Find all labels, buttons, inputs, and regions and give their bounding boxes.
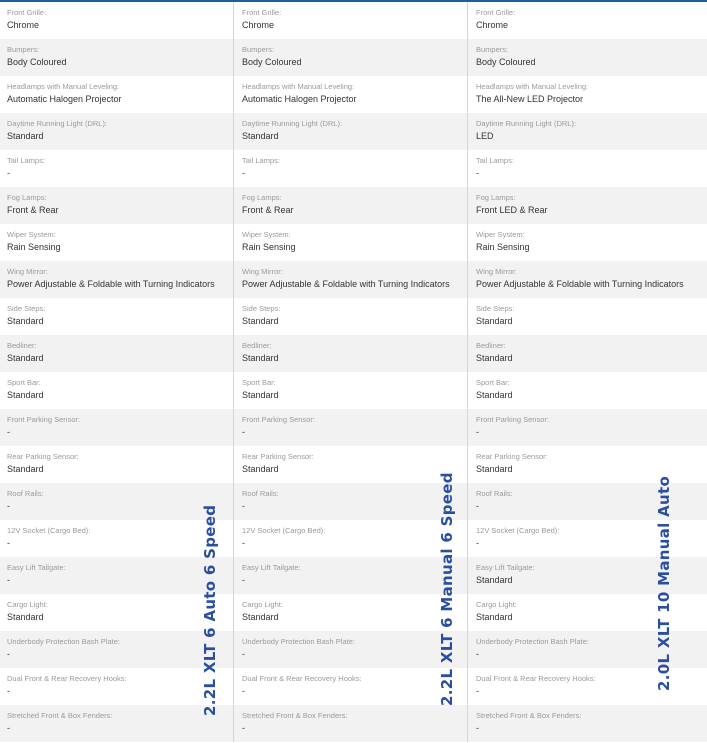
- spec-label: Easy Lift Tailgate:: [7, 563, 66, 572]
- spec-value: -: [242, 427, 245, 437]
- spec-label: Wing Mirror:: [7, 267, 48, 276]
- spec-cell: [234, 631, 468, 668]
- spec-value: Standard: [476, 353, 513, 363]
- spec-value: -: [7, 168, 10, 178]
- spec-label: Daytime Running Light (DRL):: [242, 119, 343, 128]
- spec-value: LED: [476, 131, 494, 141]
- spec-label: Stretched Front & Box Fenders:: [476, 711, 582, 720]
- spec-label: Sport Bar:: [476, 378, 510, 387]
- spec-cell: [0, 261, 234, 298]
- spec-label: 12V Socket (Cargo Bed):: [7, 526, 91, 535]
- spec-label: Rear Parking Sensor:: [476, 452, 548, 461]
- spec-value: -: [7, 649, 10, 659]
- spec-row: [0, 2, 707, 39]
- spec-cell: [0, 335, 234, 372]
- spec-cell: [0, 557, 234, 594]
- spec-cell: [0, 39, 234, 76]
- spec-cell: [234, 483, 468, 520]
- spec-label: Cargo Light:: [476, 600, 517, 609]
- spec-value: The All-New LED Projector: [476, 94, 584, 104]
- spec-cell: [0, 594, 234, 631]
- spec-label: Stretched Front & Box Fenders:: [7, 711, 113, 720]
- spec-value: Chrome: [7, 20, 40, 30]
- spec-value: Automatic Halogen Projector: [242, 94, 357, 104]
- spec-value: -: [242, 686, 245, 696]
- spec-cell: [234, 557, 468, 594]
- spec-cell: [234, 298, 468, 335]
- spec-cell: [0, 298, 234, 335]
- spec-cell: [468, 335, 707, 372]
- spec-value: Standard: [7, 390, 44, 400]
- spec-cell: [468, 113, 707, 150]
- spec-row: [0, 446, 707, 483]
- spec-label: Fog Lamps:: [242, 193, 282, 202]
- spec-cell: [0, 409, 234, 446]
- spec-label: Sport Bar:: [7, 378, 41, 387]
- spec-cell: [468, 298, 707, 335]
- spec-value: Standard: [7, 131, 44, 141]
- spec-label: Bumpers:: [242, 45, 275, 54]
- spec-label: Side Steps:: [242, 304, 281, 313]
- spec-cell: [468, 409, 707, 446]
- spec-cell: [0, 705, 234, 742]
- spec-cell: [234, 261, 468, 298]
- spec-cell: [0, 520, 234, 557]
- spec-cell: [468, 372, 707, 409]
- spec-cell: [468, 39, 707, 76]
- spec-label: Easy Lift Tailgate:: [476, 563, 535, 572]
- spec-label: Front Grille:: [242, 8, 282, 17]
- spec-cell: [0, 668, 234, 705]
- spec-value: -: [242, 649, 245, 659]
- spec-row: [0, 409, 707, 446]
- spec-cell: [0, 224, 234, 261]
- spec-row: [0, 150, 707, 187]
- variant-title-1: 2.2L XLT 6 Auto 6 Speed: [201, 504, 219, 716]
- spec-cell: [0, 76, 234, 113]
- spec-row: [0, 705, 707, 742]
- spec-cell: [234, 705, 468, 742]
- spec-value: Body Coloured: [476, 57, 536, 67]
- spec-value: Chrome: [242, 20, 275, 30]
- spec-label: Cargo Light:: [242, 600, 283, 609]
- spec-label: Sport Bar:: [242, 378, 276, 387]
- spec-label: Headlamps with Manual Leveling:: [476, 82, 589, 91]
- spec-cell: [234, 76, 468, 113]
- spec-label: Wiper System:: [242, 230, 291, 239]
- spec-label: Headlamps with Manual Leveling:: [242, 82, 355, 91]
- spec-label: Wing Mirror:: [476, 267, 517, 276]
- spec-label: Tail Lamps:: [476, 156, 514, 165]
- spec-row: [0, 631, 707, 668]
- spec-label: Bedliner:: [476, 341, 506, 350]
- spec-value: -: [242, 723, 245, 733]
- spec-label: Front Parking Sensor:: [476, 415, 549, 424]
- variant-title-3: 2.0L XLT 10 Manual Auto: [655, 475, 673, 691]
- spec-label: Daytime Running Light (DRL):: [7, 119, 108, 128]
- spec-row: [0, 39, 707, 76]
- spec-value: Standard: [476, 464, 513, 474]
- spec-label: Stretched Front & Box Fenders:: [242, 711, 348, 720]
- spec-value: Standard: [242, 316, 279, 326]
- spec-label: Underbody Protection Bash Plate:: [242, 637, 355, 646]
- spec-value: Front & Rear: [242, 205, 294, 215]
- spec-value: Front & Rear: [7, 205, 59, 215]
- spec-label: Wing Mirror:: [242, 267, 283, 276]
- spec-row: [0, 668, 707, 705]
- spec-value: Rain Sensing: [242, 242, 296, 252]
- spec-value: Body Coloured: [242, 57, 302, 67]
- spec-label: Side Steps:: [476, 304, 515, 313]
- spec-value: Power Adjustable & Foldable with Turning Indicators: [476, 279, 684, 289]
- spec-cell: [234, 372, 468, 409]
- spec-row: [0, 557, 707, 594]
- spec-row: [0, 113, 707, 150]
- spec-cell: [234, 2, 468, 39]
- spec-row: [0, 76, 707, 113]
- spec-cell: [0, 483, 234, 520]
- spec-cell: [234, 39, 468, 76]
- spec-cell: [0, 150, 234, 187]
- spec-value: -: [476, 686, 479, 696]
- spec-cell: [0, 113, 234, 150]
- spec-label: Front Parking Sensor:: [242, 415, 315, 424]
- spec-cell: [234, 668, 468, 705]
- spec-value: Rain Sensing: [476, 242, 530, 252]
- spec-value: Power Adjustable & Foldable with Turning Indicators: [7, 279, 215, 289]
- spec-label: Bumpers:: [476, 45, 509, 54]
- spec-cell: [234, 113, 468, 150]
- spec-label: Dual Front & Rear Recovery Hooks:: [476, 674, 596, 683]
- spec-label: Bumpers:: [7, 45, 40, 54]
- spec-value: -: [242, 501, 245, 511]
- spec-value: -: [476, 501, 479, 511]
- spec-comparison-table: [0, 2, 707, 742]
- spec-cell: [0, 187, 234, 224]
- spec-value: Standard: [7, 464, 44, 474]
- variant-title-2: 2.2L XLT 6 Manual 6 Speed: [438, 472, 456, 706]
- spec-cell: [234, 446, 468, 483]
- spec-value: -: [476, 427, 479, 437]
- spec-value: -: [7, 723, 10, 733]
- spec-label: Roof Rails:: [476, 489, 513, 498]
- spec-label: Bedliner:: [242, 341, 272, 350]
- spec-cell: [234, 150, 468, 187]
- spec-row: [0, 483, 707, 520]
- spec-label: Cargo Light:: [7, 600, 48, 609]
- spec-label: Roof Rails:: [7, 489, 44, 498]
- spec-row: [0, 224, 707, 261]
- spec-cell: [468, 187, 707, 224]
- spec-label: Wiper System:: [476, 230, 525, 239]
- spec-value: -: [7, 686, 10, 696]
- spec-cell: [468, 150, 707, 187]
- spec-cell: [234, 520, 468, 557]
- spec-value: -: [242, 168, 245, 178]
- spec-value: Standard: [476, 575, 513, 585]
- spec-row: [0, 520, 707, 557]
- spec-cell: [0, 631, 234, 668]
- spec-label: Dual Front & Rear Recovery Hooks:: [7, 674, 127, 683]
- spec-value: Standard: [476, 612, 513, 622]
- spec-value: -: [476, 538, 479, 548]
- spec-label: Wiper System:: [7, 230, 56, 239]
- spec-value: -: [242, 575, 245, 585]
- spec-row: [0, 335, 707, 372]
- spec-cell: [468, 2, 707, 39]
- spec-value: Standard: [7, 612, 44, 622]
- spec-value: -: [476, 649, 479, 659]
- spec-row: [0, 261, 707, 298]
- spec-row: [0, 187, 707, 224]
- spec-value: -: [476, 723, 479, 733]
- spec-row: [0, 594, 707, 631]
- spec-label: Rear Parking Sensor:: [7, 452, 79, 461]
- spec-value: Power Adjustable & Foldable with Turning Indicators: [242, 279, 450, 289]
- spec-label: 12V Socket (Cargo Bed):: [476, 526, 560, 535]
- spec-label: Front Grille:: [7, 8, 47, 17]
- spec-label: Fog Lamps:: [7, 193, 47, 202]
- spec-value: Standard: [242, 464, 279, 474]
- spec-label: Front Parking Sensor:: [7, 415, 80, 424]
- spec-value: Standard: [242, 131, 279, 141]
- spec-row: [0, 298, 707, 335]
- spec-value: Standard: [476, 390, 513, 400]
- spec-label: Fog Lamps:: [476, 193, 516, 202]
- spec-cell: [234, 224, 468, 261]
- spec-cell: [0, 2, 234, 39]
- spec-label: Underbody Protection Bash Plate:: [476, 637, 589, 646]
- spec-value: Standard: [242, 612, 279, 622]
- spec-cell: [0, 372, 234, 409]
- spec-value: Rain Sensing: [7, 242, 61, 252]
- spec-label: 12V Socket (Cargo Bed):: [242, 526, 326, 535]
- spec-value: Chrome: [476, 20, 509, 30]
- spec-value: -: [476, 168, 479, 178]
- spec-value: Front LED & Rear: [476, 205, 548, 215]
- spec-label: Tail Lamps:: [7, 156, 45, 165]
- spec-value: -: [7, 538, 10, 548]
- spec-cell: [234, 409, 468, 446]
- spec-label: Underbody Protection Bash Plate:: [7, 637, 120, 646]
- spec-value: -: [7, 501, 10, 511]
- spec-value: Standard: [7, 353, 44, 363]
- spec-value: Body Coloured: [7, 57, 67, 67]
- spec-cell: [234, 187, 468, 224]
- spec-cell: [468, 261, 707, 298]
- spec-cell: [0, 446, 234, 483]
- spec-value: Standard: [242, 353, 279, 363]
- spec-value: Standard: [476, 316, 513, 326]
- spec-value: Standard: [7, 316, 44, 326]
- spec-label: Headlamps with Manual Leveling:: [7, 82, 120, 91]
- spec-label: Front Grille:: [476, 8, 516, 17]
- spec-value: -: [242, 538, 245, 548]
- spec-row: [0, 372, 707, 409]
- spec-label: Rear Parking Sensor:: [242, 452, 314, 461]
- spec-label: Tail Lamps:: [242, 156, 280, 165]
- spec-label: Daytime Running Light (DRL):: [476, 119, 577, 128]
- spec-cell: [468, 224, 707, 261]
- spec-value: Standard: [242, 390, 279, 400]
- spec-cell: [468, 705, 707, 742]
- spec-label: Side Steps:: [7, 304, 46, 313]
- spec-cell: [468, 76, 707, 113]
- spec-value: Automatic Halogen Projector: [7, 94, 122, 104]
- spec-value: -: [7, 575, 10, 585]
- spec-label: Dual Front & Rear Recovery Hooks:: [242, 674, 362, 683]
- spec-value: -: [7, 427, 10, 437]
- spec-label: Roof Rails:: [242, 489, 279, 498]
- spec-label: Easy Lift Tailgate:: [242, 563, 301, 572]
- spec-label: Bedliner:: [7, 341, 37, 350]
- spec-cell: [234, 594, 468, 631]
- spec-cell: [234, 335, 468, 372]
